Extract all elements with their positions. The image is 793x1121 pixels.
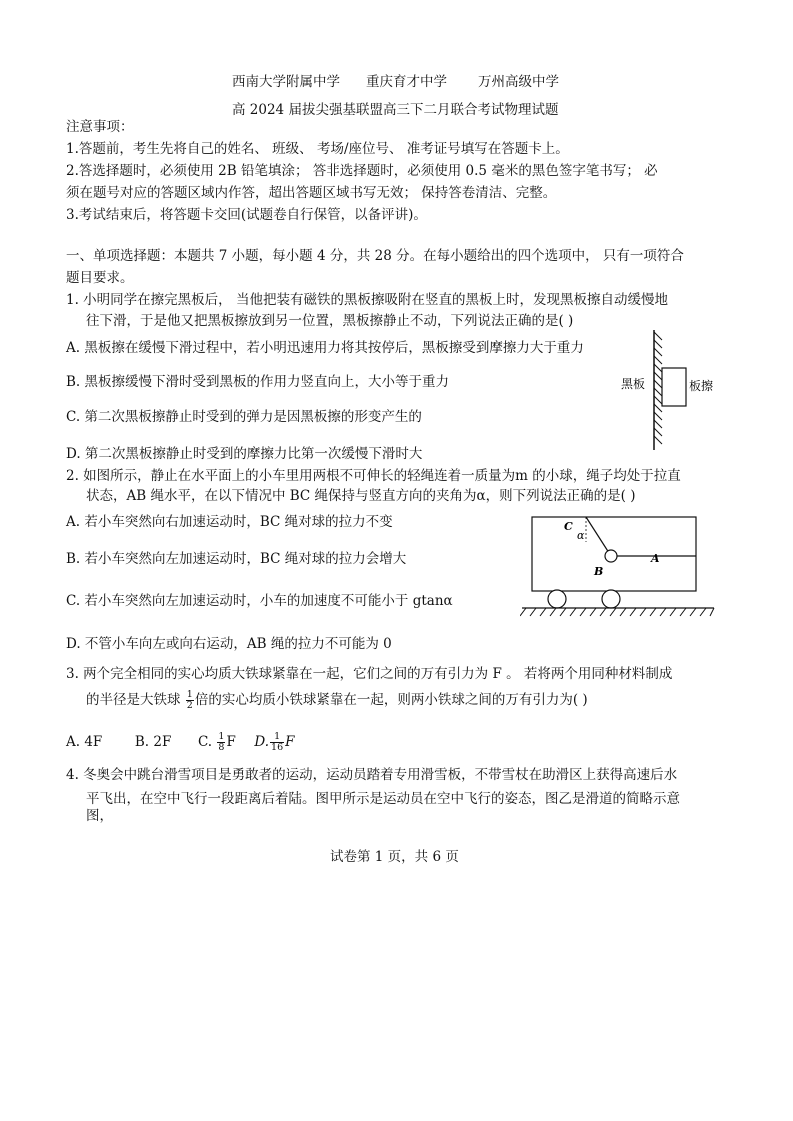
notice-heading: 注意事项：: [66, 119, 134, 135]
q2-option-c: C. 若小车突然向左加速运动时，小车的加速度不可能小于 gtanα: [66, 593, 453, 609]
q3-option-d-num: 1: [270, 732, 284, 743]
q2-option-d: D. 不管小车向左或向右运动，AB 绳的拉力不可能为 0: [66, 636, 392, 652]
q3-option-c-letter: C.: [197, 734, 213, 750]
q3-stem-1: 3. 两个完全相同的实心均质大铁球紧靠在一起，它们之间的万有引力为 F 。 若将两个用同种材料制成: [66, 666, 673, 682]
label-alpha: α: [577, 529, 585, 542]
q3-option-b: B. 2F: [134, 734, 172, 750]
q3-option-d-letter: D.: [254, 734, 270, 750]
section1-line-2: 题目要求。: [66, 270, 134, 286]
ball: [605, 550, 617, 562]
q3-half-den: 2: [186, 700, 193, 711]
q3-options: [66, 730, 295, 754]
exam-title: 高 2024 届拔尖强基联盟高三下二月联合考试物理试题: [232, 102, 559, 118]
q3-option-c-unit: F: [226, 734, 236, 750]
q3-option-d-fraction: [270, 732, 284, 753]
q4-stem-2: 平飞出，在空中飞行一段距离后着陆。图甲所示是运动员在空中飞行的姿态，图乙是滑道的简略示意: [86, 791, 680, 807]
blackboard-label: 黑板: [621, 377, 646, 391]
ground-hatching: [520, 608, 714, 616]
notice-item-2-cont: 须在题号对应的答题区域内作答，超出答题区域书写无效； 保持答卷清洁、完整。: [66, 185, 557, 201]
q2-option-b: B. 若小车突然向左加速运动时，BC 绳对球的拉力会增大: [66, 551, 407, 567]
q4-stem-3: 图，: [86, 808, 113, 824]
page-footer: 试卷第 1 页，共 6 页: [330, 849, 459, 865]
q2-stem-1: 2. 如图所示，静止在水平面上的小车里用两根不可伸长的轻绳连着一质量为m 的小球，绳子均处于拉直: [66, 468, 681, 484]
q3-option-d: [254, 731, 295, 753]
notice-item-1: 1.答题前，考生先将自己的姓名、 班级、 考场/座位号、 准考证号填写在答题卡上。: [66, 141, 569, 157]
q4-stem-1: 4. 冬奥会中跳台滑雪项目是勇敢者的运动，运动员踏着专用滑雪板，不带雪杖在助滑区上获得高速后水: [66, 767, 678, 783]
q3-option-c: [197, 731, 236, 753]
q3-stem-2-post: 倍的实心均质小铁球紧靠在一起，则两小铁球之间的万有引力为( ): [194, 692, 588, 708]
school-1: 西南大学附属中学: [232, 74, 340, 90]
label-a: A: [651, 552, 660, 565]
notice-item-2: 2.答选择题时，必须使用 2B 铅笔填涂； 答非选择题时，必须使用 0.5 毫米的黑色签字笔书写； 必: [66, 163, 658, 179]
school-2: 重庆育才中学: [366, 74, 447, 90]
q2-option-a: A. 若小车突然向右加速运动时，BC 绳对球的拉力不变: [66, 514, 393, 530]
wheel-right: [602, 590, 620, 608]
q2-stem-2: 状态，AB 绳水平，在以下情况中 BC 绳保持与竖直方向的夹角为α，则下列说法正确的是( ): [86, 488, 636, 504]
q3-option-c-den: 8: [218, 742, 225, 753]
q3-half-num: 1: [186, 689, 193, 700]
q3-half-fraction: [186, 690, 194, 711]
bc-rope: [586, 517, 611, 556]
q3-option-d-unit: F: [285, 734, 295, 750]
q1-option-b: B. 黑板擦缓慢下滑时受到黑板的作用力竖直向上，大小等于重力: [66, 374, 450, 390]
q1-option-a: A. 黑板擦在缓慢下滑过程中，若小明迅速用力将其按停后，黑板擦受到摩擦力大于重力: [66, 340, 584, 356]
q3-option-a: A. 4F: [66, 734, 103, 750]
q1-stem-1: 1. 小明同学在擦完黑板后， 当他把装有磁铁的黑板擦吸附在竖直的黑板上时，发现黑板擦自动缓慢地: [66, 292, 668, 308]
label-b: B: [594, 565, 604, 578]
school-3: 万州高级中学: [478, 74, 559, 90]
q3-stem-2: [86, 688, 588, 712]
q3-option-c-num: 1: [218, 731, 225, 742]
wheel-left: [548, 590, 566, 608]
notice-item-3: 3.考试结束后，将答题卡交回(试题卷自行保管，以备评讲)。: [66, 207, 427, 223]
q2-cart-figure: [520, 512, 716, 620]
section1-line-1: 一、单项选择题：本题共 7 小题，每小题 4 分，共 28 分。在每小题给出的四个选项中， 只有一项符合: [66, 248, 684, 264]
q1-stem-2: 往下滑，于是他又把黑板擦放到另一位置，黑板擦静止不动，下列说法正确的是( ): [86, 313, 574, 329]
q1-option-c: C. 第二次黑板擦静止时受到的弹力是因黑板擦的形变产生的: [66, 409, 422, 425]
q1-blackboard-figure: [618, 328, 728, 453]
eraser-block: [662, 368, 686, 406]
eraser-label: 板擦: [689, 379, 714, 393]
q3-stem-2-pre: 的半径是大铁球: [86, 692, 185, 708]
q1-option-d: D. 第二次黑板擦静止时受到的摩擦力比第一次缓慢下滑时大: [66, 446, 423, 462]
q3-option-d-den: 16: [271, 742, 284, 753]
wall-hatching: [654, 332, 662, 444]
q3-option-c-fraction: [217, 732, 225, 753]
label-c: C: [564, 520, 573, 533]
